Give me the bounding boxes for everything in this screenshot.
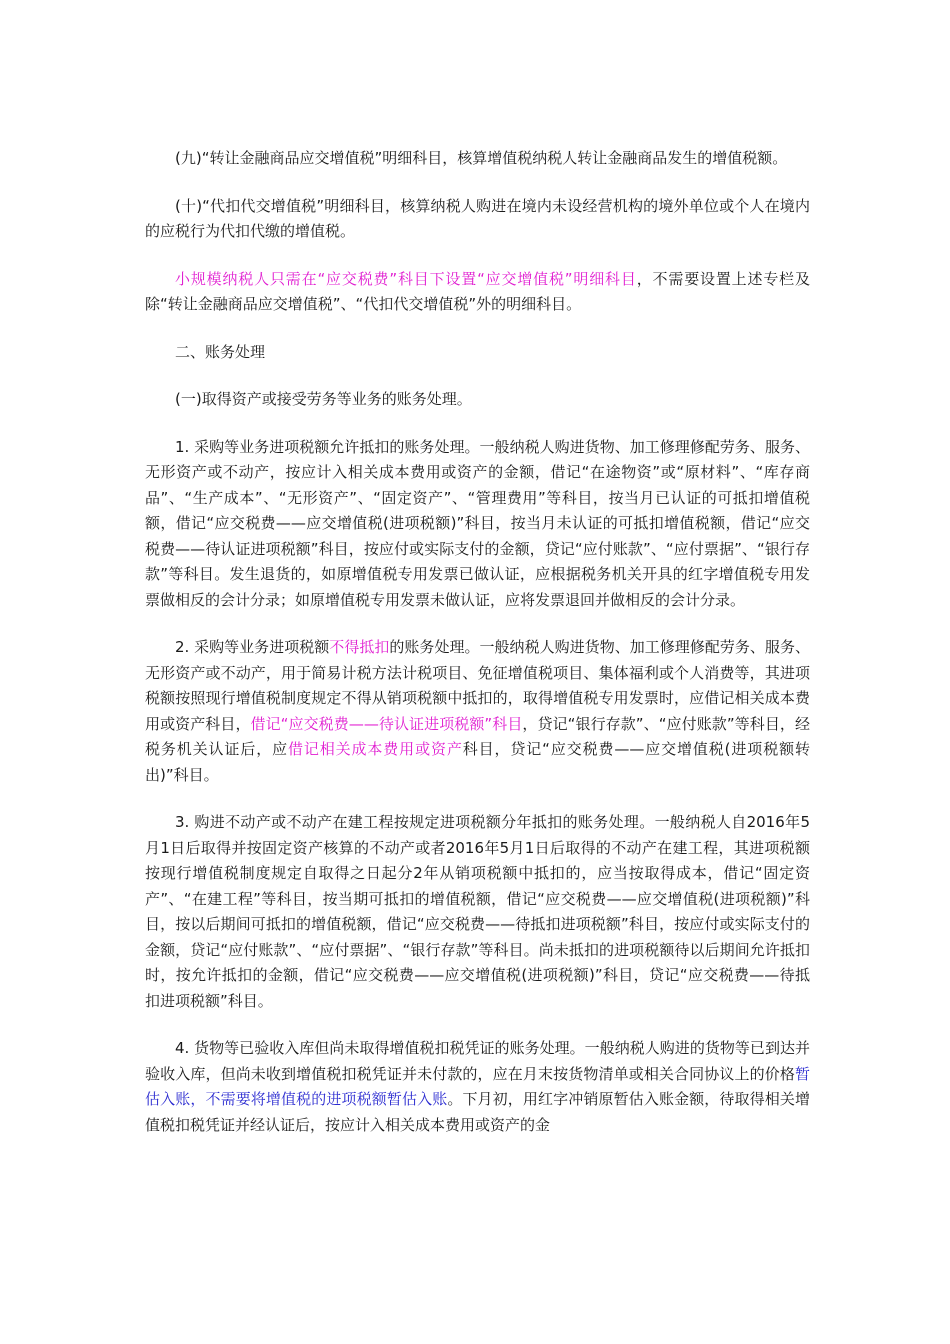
highlight-pending-certification: 借记“应交税费——待认证进项税额”科目 [250,714,523,733]
highlight-provisional-entry: 暂估入账，不需要将增值税的进项税额暂估入账 [145,1064,810,1108]
item2-text-e: ，贷记“银行存款”、“应付账款”等科目，经税务机关认证后，应 [145,714,810,758]
paragraph-small-taxpayer [145,267,810,318]
paragraph-item-10: (十)“代扣代交增值税”明细科目，核算纳税人购进在境内未设经营机构的境外单位或个人在境内的应税行为代扣代缴的增值税。 [145,196,810,240]
item2-text-c: 的账务处理。一般纳税人购进货物、加工修理修配劳务、服务、无形资产或不动产，用于简易计税方法计税项目、免征增值税项目、集体福利或个人消费等，其进项税额按照现行增值税制度规定不得从销项税额中抵扣的，取得增值税专用发票时，应借记相关成本费用或资产科目， [145,638,810,733]
paragraph-small-taxpayer-rest: ，不需要设置上述专栏及除“转让金融商品应交增值税”、“代扣代交增值税”外的明细科目。 [145,269,810,313]
paragraph-item-1: 1. 采购等业务进项税额允许抵扣的账务处理。一般纳税人购进货物、加工修理修配劳务、服务、无形资产或不动产，按应计入相关成本费用或资产的金额，借记“在途物资”或“原材料”、“库存商品”、“生产成本”、“无形资产”、“固定资产”、“管理费用”等科目，按当月已认证的可抵扣增值税额，借记“应交税费——应交增值税(进项税额)”科目，按当月未认证的可抵扣增值税额，借记“应交税费——待认证进项税额”科目，按应付或实际支付的金额，贷记“应付账款”、“应付票据”、“银行存款”等科目。发生退货的，如原增值税专用发票已做认证，应根据税务机关开具的红字增值税专用发票做相反的会计分录；如原增值税专用发票未做认证，应将发票退回并做相反的会计分录。 [145,437,810,609]
paragraph-item-2 [145,635,810,788]
item2-text-a: 2. 采购等业务进项税额 [175,638,330,656]
paragraph-item-9: (九)“转让金融商品应交增值税”明细科目，核算增值税纳税人转让金融商品发生的增值税额。 [175,149,788,167]
section-heading-accounting: 二、账务处理 [175,342,266,361]
highlight-not-deductible: 不得抵扣 [329,638,390,656]
subsection-heading-1: (一)取得资产或接受劳务等业务的账务处理。 [175,390,472,408]
document-body [145,146,810,1160]
highlight-cost-or-asset: 借记相关成本费用或资产 [287,740,463,758]
item4-text-a: 4. 货物等已验收入库但尚未取得增值税扣税凭证的账务处理。一般纳税人购进的货物等已到达并验收入库，但尚未收到增值税扣税凭证并未付款的，应在月末按货物清单或相关合同协议上的价格 [145,1039,810,1083]
paragraph-item-4 [145,1036,810,1138]
item2-text-g: 科目，贷记“应交税费——应交增值税(进项税额转出)”科目。 [145,740,810,784]
item4-text-c: 。下月初，用红字冲销原暂估入账金额，待取得相关增值税扣税凭证并经认证后，按应计入相关成本费用或资产的金 [145,1090,810,1134]
highlight-small-taxpayer: 小规模纳税人只需在“应交税费”科目下设置“应交增值税”明细科目 [175,269,637,288]
paragraph-item-3: 3. 购进不动产或不动产在建工程按规定进项税额分年抵扣的账务处理。一般纳税人自2016年5月1日后取得并按固定资产核算的不动产或者2016年5月1日后取得的不动产在建工程，其进项税额按现行增值税制度规定自取得之日起分2年从销项税额中抵扣的，应当按取得成本，借记“固定资产”、“在建工程”等科目，按当期可抵扣的增值税额，借记“应交税费——应交增值税(进项税额)”科目，按以后期间可抵扣的增值税额，借记“应交税费——待抵扣进项税额”科目，按应付或实际支付的金额，贷记“应付账款”、“应付票据”、“银行存款”等科目。尚未抵扣的进项税额待以后期间允许抵扣时，按允许抵扣的金额，借记“应交税费——应交增值税(进项税额)”科目，贷记“应交税费——待抵扣进项税额”科目。 [145,813,810,1010]
